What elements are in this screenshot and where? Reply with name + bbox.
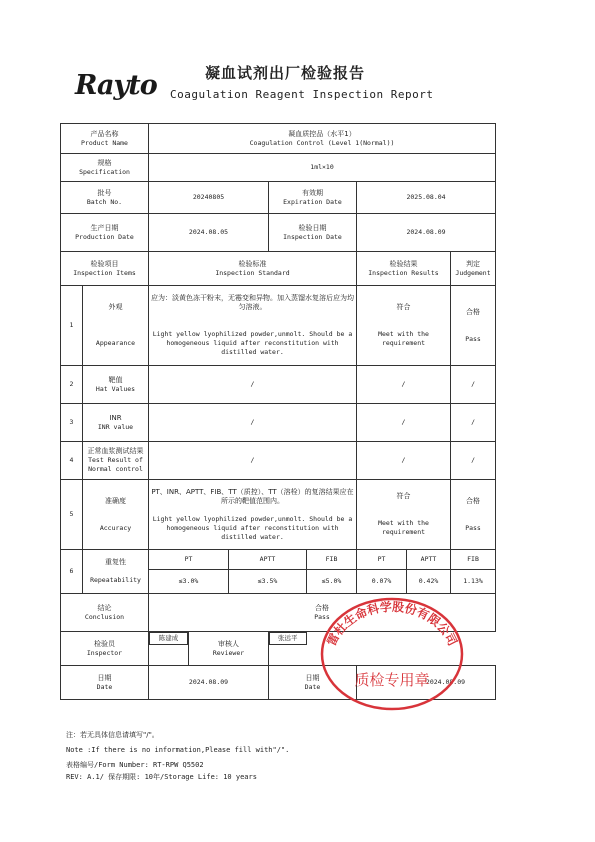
qc-stamp — [318, 595, 466, 713]
batch-value: 20240805 — [149, 182, 269, 214]
logo-text: Rayto — [75, 70, 157, 101]
row-number: 1 — [61, 286, 83, 366]
insp-date-value: 2024.08.09 — [357, 214, 496, 252]
product-label: 产品名称 Product Name — [61, 124, 149, 154]
form-number: 表格编号/Form Number: RT-RPW Q5502 — [66, 761, 204, 769]
row-item: INR INR value — [83, 404, 149, 442]
row-judgement: / — [451, 442, 496, 480]
col-item: 检验项目 Inspection Items — [61, 252, 149, 286]
title-en: Coagulation Reagent Inspection Report — [170, 88, 434, 101]
insp-date-label: 检验日期 Inspection Date — [269, 214, 357, 252]
row-item: 准确度 Accuracy — [83, 480, 149, 550]
prod-date-value: 2024.08.05 — [149, 214, 269, 252]
date-label-2: 日期 Date — [269, 666, 357, 700]
spec-value: 1ml×10 — [149, 154, 496, 182]
reviewer-signature: 张远平 — [269, 632, 307, 645]
row-number: 6 — [61, 550, 83, 594]
row-standard: / — [149, 442, 357, 480]
logo — [75, 70, 157, 108]
row-judgement: 合格 Pass — [451, 480, 496, 550]
row-judgement: / — [451, 366, 496, 404]
conclusion-label: 结论 Conclusion — [61, 594, 149, 632]
table-row — [61, 366, 496, 404]
date-label: 日期 Date — [61, 666, 149, 700]
col-standard: 检验标准 Inspection Standard — [149, 252, 357, 286]
row-result: / — [357, 404, 451, 442]
table-row — [61, 286, 496, 366]
repeat-value: ≤5.0% — [307, 570, 357, 594]
prod-date-label: 生产日期 Production Date — [61, 214, 149, 252]
row-item: 靶值 Hat Values — [83, 366, 149, 404]
reviewer-label: 审核人 Reviewer — [189, 632, 269, 666]
row-standard: / — [149, 404, 357, 442]
row-item: 正常血浆测试结果 Test Result of Normal control — [83, 442, 149, 480]
repeat-value: 0.07% — [357, 570, 407, 594]
title-cn: 凝血试剂出厂检验报告 — [205, 64, 366, 82]
row-item: 外观 Appearance — [83, 286, 149, 366]
repeat-value: ≤3.0% — [149, 570, 229, 594]
row-item: 重复性 Repeatability — [83, 550, 149, 594]
repeat-value: ≤3.5% — [229, 570, 307, 594]
inspector-label: 检验员 Inspector — [61, 632, 149, 666]
expiry-label: 有效期 Expiration Date — [269, 182, 357, 214]
row-result: 符合 Meet with the requirement — [357, 480, 451, 550]
col-judgement: 判定 Judgement — [451, 252, 496, 286]
footer-note-cn: 注：若无具体信息请填写"/"。 — [66, 731, 159, 739]
repeat-header: FIB — [451, 550, 496, 570]
repeat-header: PT — [357, 550, 407, 570]
footer-note-en: Note :If there is no information,Please fill with"/". — [66, 746, 290, 754]
product-value: 凝血质控品（水平1） Coagulation Control (Level 1(Normal)) — [149, 124, 496, 154]
batch-label: 批号 Batch No. — [61, 182, 149, 214]
inspector-signature: 陈建成 — [149, 632, 188, 645]
row-result: / — [357, 366, 451, 404]
row-number: 4 — [61, 442, 83, 480]
date-value: 2024.08.09 — [149, 666, 269, 700]
row-standard: 应为：淡黄色冻干粉末，无霉变和异物。加入蒸馏水复溶后应为均匀溶液。 Light yellow lyophilized powder,unmolt. Should be a homogeneous liquid after reconstitution with distilled water. — [149, 286, 357, 366]
repeat-header: FIB — [307, 550, 357, 570]
row-number: 2 — [61, 366, 83, 404]
repeat-header: APTT — [229, 550, 307, 570]
row-judgement: / — [451, 404, 496, 442]
table-row — [61, 442, 496, 480]
row-standard: / — [149, 366, 357, 404]
row-result: 符合 Meet with the requirement — [357, 286, 451, 366]
repeat-header: PT — [149, 550, 229, 570]
row-number: 5 — [61, 480, 83, 550]
spec-label: 规格 Specification — [61, 154, 149, 182]
row-judgement: 合格 Pass — [451, 286, 496, 366]
date-value-2: 2024.08.09 — [357, 666, 496, 700]
repeat-value: 0.42% — [407, 570, 451, 594]
row-number: 3 — [61, 404, 83, 442]
repeat-value: 1.13% — [451, 570, 496, 594]
stamp-ring-text: 雷杜生命科学股份有限公司 — [324, 599, 460, 649]
row-result: / — [357, 442, 451, 480]
row-standard: PT、INR、APTT、FIB、TT（质控）、TT（溶栓）的复溶结果应在所示的靶值范围内。 Light yellow lyophilized powder,unmolt. Should be a homogeneous liquid after reconstitution with distilled water. — [149, 480, 357, 550]
table-row — [61, 480, 496, 550]
repeat-header: APTT — [407, 550, 451, 570]
stamp-center-text: 质检专用章 — [354, 671, 430, 689]
conclusion-value: 合格 Pass — [149, 594, 496, 632]
revision: REV: A.1/ 保存期限: 10年/Storage Life: 10 years — [66, 773, 257, 781]
col-results: 检验结果 Inspection Results — [357, 252, 451, 286]
table-row — [61, 404, 496, 442]
expiry-value: 2025.08.04 — [357, 182, 496, 214]
table-row — [61, 550, 496, 570]
